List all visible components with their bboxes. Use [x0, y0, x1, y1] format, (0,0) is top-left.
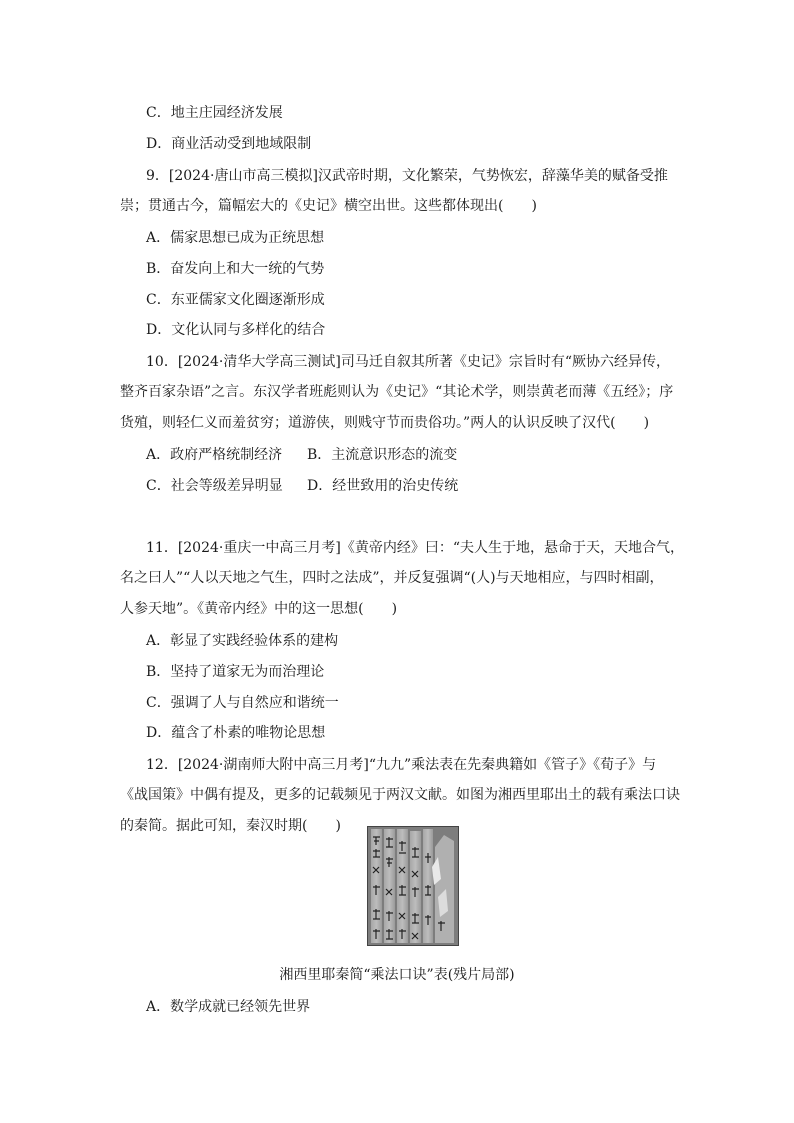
q12-stem-line2: 《战国策》中偶有提及，更多的记载频见于两汉文献。如图为湘西里耶出土的载有乘法口诀: [120, 787, 680, 803]
q10-option-a: A．政府严格统制经济: [146, 447, 283, 463]
q9-option-b: B．奋发向上和大一统的气势: [146, 261, 325, 277]
q10-option-c: C．社会等级差异明显: [146, 478, 283, 494]
q9-stem-line2: 崇；贯通古今，篇幅宏大的《史记》横空出世。这些都体现出( ): [120, 198, 537, 214]
figure-caption: 湘西里耶秦简“乘法口诀”表(残片局部): [279, 967, 515, 983]
q11-option-c: C．强调了人与自然应和谐统一: [146, 695, 339, 711]
q11-stem-line3: 人参天地”。《黄帝内经》中的这一思想( ): [120, 601, 398, 617]
q11-option-d: D．蕴含了朴素的唯物论思想: [146, 725, 326, 741]
q9-option-d: D．文化认同与多样化的结合: [146, 322, 326, 338]
q12-stem-line3: 的秦简。据此可知，秦汉时期( ): [120, 818, 341, 834]
q9-option-c: C．东亚儒家文化圈逐渐形成: [146, 292, 325, 308]
q8-option-c: C．地主庄园经济发展: [146, 105, 283, 121]
q10-stem-line3: 货殖，则轻仁义而羞贫穷；道游侠，则贱守节而贵俗功。”两人的认识反映了汉代( ): [120, 415, 650, 431]
q11-stem-line2: 名之曰人”“人以天地之气生，四时之法成”，并反复强调“(人)与天地相应，与四时相副，: [120, 570, 664, 586]
q11-option-b: B．坚持了道家无为而治理论: [146, 664, 325, 680]
q12-option-a: A．数学成就已经领先世界: [146, 999, 311, 1015]
q12-stem-line1: 12．[2024·湖南师大附中高三月考]“九九”乘法表在先秦典籍如《管子》《荀子》与: [146, 757, 657, 773]
q10-option-b: B．主流意识形态的流变: [307, 447, 458, 463]
q11-option-a: A．彰显了实践经验体系的建构: [146, 633, 339, 649]
q10-option-d: D．经世致用的治史传统: [307, 478, 459, 494]
q9-option-a: A．儒家思想已成为正统思想: [146, 230, 325, 246]
q8-option-d: D．商业活动受到地域限制: [146, 136, 312, 152]
q9-stem-line1: 9．[2024·唐山市高三模拟]汉武帝时期，文化繁荣，气势恢宏，辞藻华美的赋备受推: [146, 168, 668, 184]
qin-slips-photo: [367, 826, 459, 946]
q10-stem-line1: 10．[2024·清华大学高三测试]司马迁自叙其所著《史记》宗旨时有“厥协六经异传，: [146, 354, 670, 370]
q11-stem-line1: 11．[2024·重庆一中高三月考]《黄帝内经》曰：“夫人生于地，悬命于天，天地合气，: [146, 540, 684, 556]
q10-stem-line2: 整齐百家杂语”之言。东汉学者班彪则认为《史记》“其论术学，则崇黄老而薄《五经》；序: [120, 384, 674, 400]
